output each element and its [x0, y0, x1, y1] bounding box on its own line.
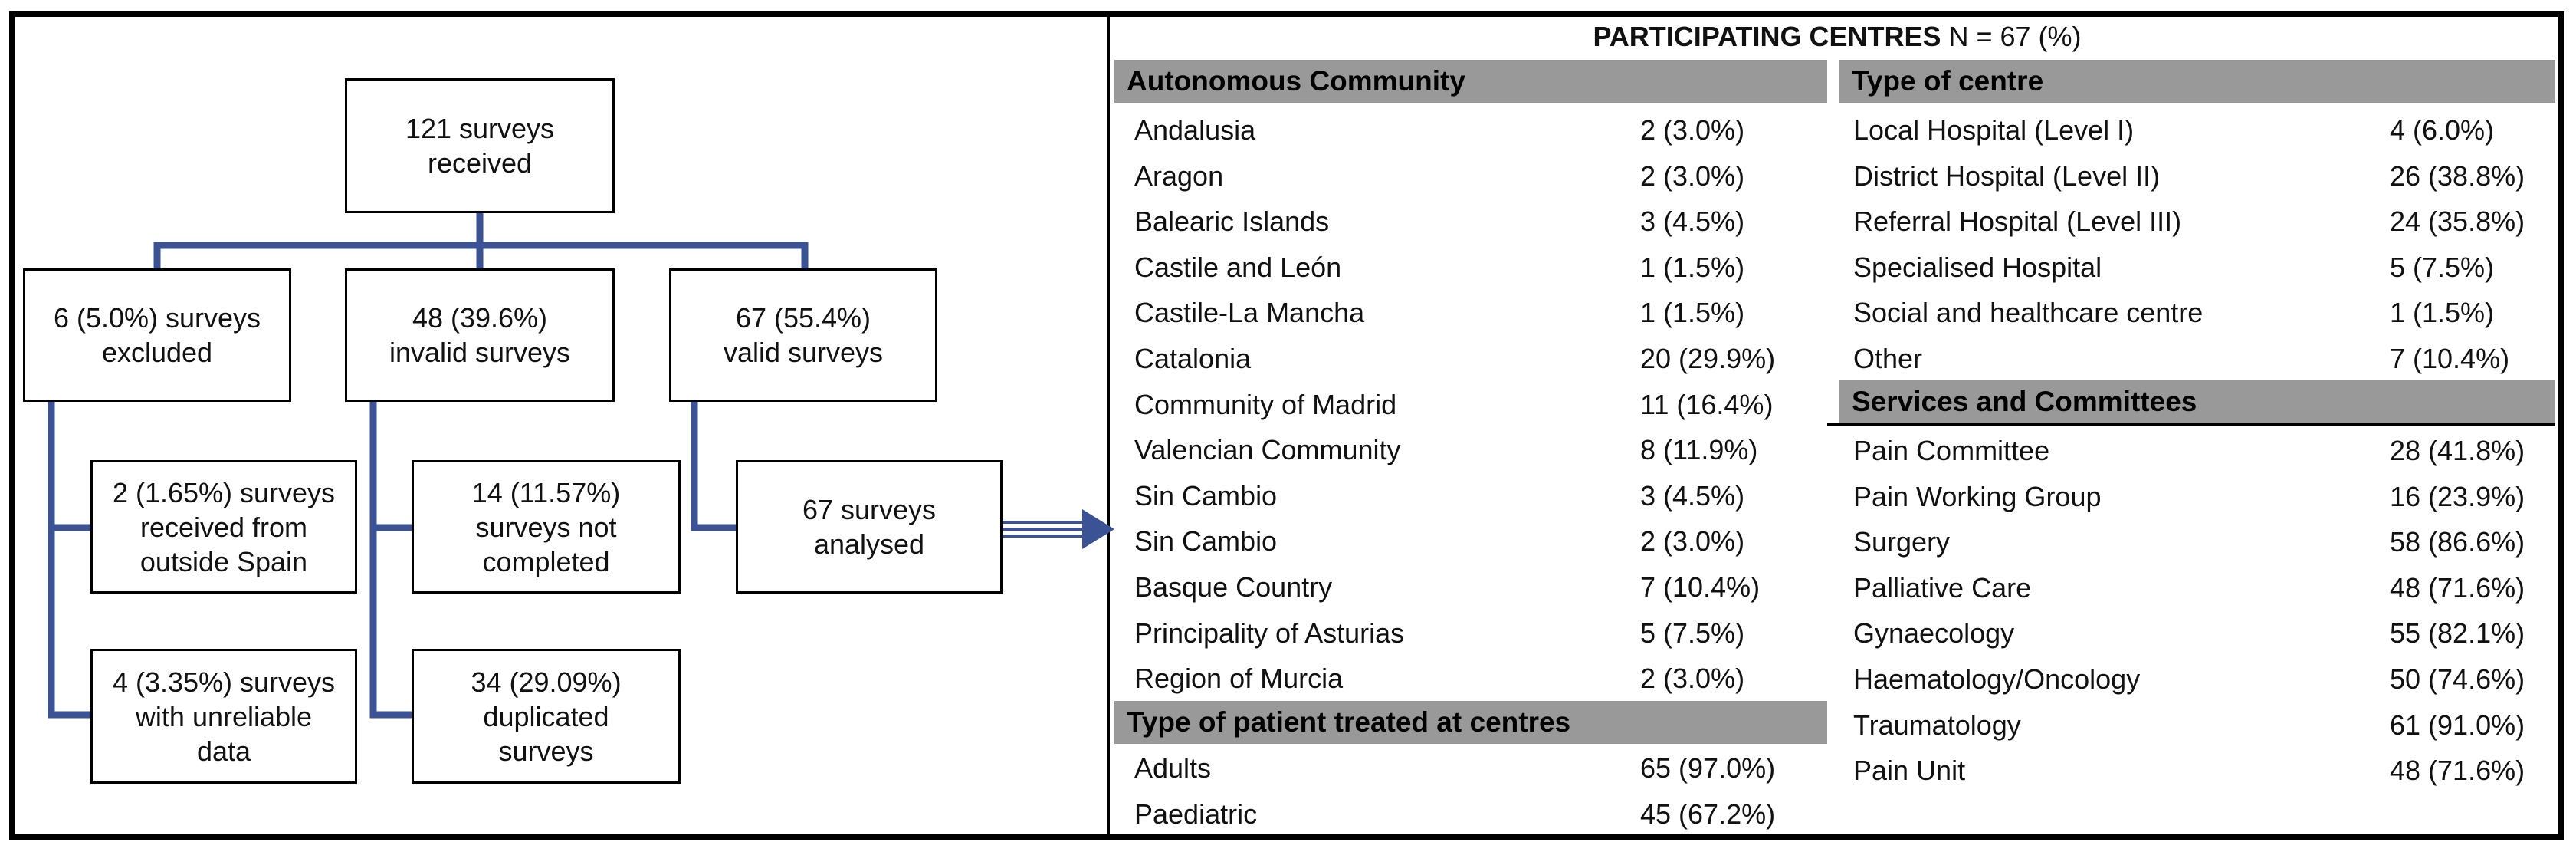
box-invalid-surveys: 48 (39.6%) invalid surveys — [345, 268, 615, 402]
row-value: 50 (74.6%) — [2390, 663, 2525, 695]
row-value: 2 (3.0%) — [1640, 160, 1745, 192]
row-label: Gynaecology — [1853, 617, 2015, 650]
box-not-completed: 14 (11.57%) surveys not completed — [412, 460, 681, 594]
table-title — [1113, 20, 2561, 54]
table-row — [1134, 518, 1824, 564]
table-row — [1853, 656, 2558, 702]
table-row — [1134, 427, 1824, 472]
row-label: Balearic Islands — [1134, 206, 1330, 238]
row-label: Haematology/Oncology — [1853, 663, 2141, 695]
table-row — [1134, 564, 1824, 610]
arrow-head — [1082, 509, 1114, 549]
box-unreliable-data: 4 (3.35%) surveys with unreliable data — [90, 649, 357, 784]
table-row — [1134, 290, 1824, 335]
row-value: 55 (82.1%) — [2390, 617, 2525, 650]
box-surveys-analysed: 67 surveys analysed — [736, 460, 1003, 594]
row-label: Specialised Hospital — [1853, 251, 2102, 283]
row-value: 61 (91.0%) — [2390, 709, 2525, 741]
row-label: Referral Hospital (Level III) — [1853, 206, 2182, 238]
row-label: Sin Cambio — [1134, 525, 1278, 558]
table-row — [1853, 748, 2558, 793]
row-value: 16 (23.9%) — [2390, 480, 2525, 512]
box-valid-surveys: 67 (55.4%) valid surveys — [669, 268, 937, 402]
row-value: 2 (3.0%) — [1640, 114, 1745, 146]
section-patient-type: Type of patient treated at centres — [1114, 701, 1827, 744]
table-row — [1853, 474, 2558, 519]
row-value: 7 (10.4%) — [1640, 571, 1761, 603]
row-value: 11 (16.4%) — [1640, 388, 1774, 420]
connector-valid-branch — [694, 402, 736, 528]
table-row — [1853, 702, 2558, 748]
table-row — [1134, 745, 1824, 791]
row-label: Pain Unit — [1853, 755, 1966, 787]
row-label: Other — [1853, 343, 1923, 374]
box-outside-spain: 2 (1.65%) surveys received from outside Spain — [90, 460, 357, 594]
row-label: Castile-La Mancha — [1134, 297, 1365, 329]
section-services-committees: Services and Committees — [1839, 380, 2555, 423]
row-value: 24 (35.8%) — [2390, 206, 2525, 238]
row-label: Sin Cambio — [1134, 479, 1278, 512]
table-row — [1853, 107, 2558, 153]
table-row — [1853, 610, 2558, 656]
box-duplicated: 34 (29.09%) duplicated surveys — [412, 649, 681, 784]
row-value: 4 (6.0%) — [2390, 114, 2495, 146]
table-row — [1853, 199, 2558, 244]
row-value: 1 (1.5%) — [2390, 297, 2495, 329]
row-label: Pain Committee — [1853, 435, 2050, 466]
table-row — [1853, 565, 2558, 610]
row-label: Community of Madrid — [1134, 388, 1397, 420]
row-value: 1 (1.5%) — [1640, 297, 1745, 329]
row-value: 3 (4.5%) — [1640, 479, 1745, 512]
row-value: 3 (4.5%) — [1640, 206, 1745, 238]
row-label: Adults — [1134, 752, 1212, 784]
box-surveys-excluded: 6 (5.0%) surveys excluded — [23, 268, 291, 402]
table-row — [1134, 656, 1824, 701]
row-value: 20 (29.9%) — [1640, 343, 1776, 374]
table-row — [1853, 519, 2558, 564]
table-row — [1853, 290, 2558, 335]
section-autonomous-community: Autonomous Community — [1114, 60, 1827, 103]
row-label: Social and healthcare centre — [1853, 297, 2204, 329]
connector-excluded-branch — [51, 402, 90, 715]
table-row — [1853, 336, 2558, 381]
table-row — [1134, 336, 1824, 381]
row-label: Andalusia — [1134, 114, 1256, 146]
table-title-bold: PARTICIPATING CENTRES — [1593, 21, 1941, 52]
table-row — [1134, 245, 1824, 290]
row-value: 45 (67.2%) — [1640, 798, 1776, 830]
table-row — [1134, 610, 1824, 656]
row-label: District Hospital (Level II) — [1853, 160, 2161, 192]
row-label: Castile and León — [1134, 251, 1342, 283]
table-title-count: N = 67 (%) — [1941, 21, 2082, 52]
table-row — [1853, 153, 2558, 199]
row-label: Paediatric — [1134, 798, 1258, 830]
row-label: Traumatology — [1853, 709, 2021, 741]
row-value: 1 (1.5%) — [1640, 251, 1745, 283]
table-row — [1853, 428, 2558, 473]
row-label: Palliative Care — [1853, 571, 2032, 604]
row-label: Basque Country — [1134, 571, 1333, 603]
row-label: Aragon — [1134, 160, 1224, 192]
section-centre-type: Type of centre — [1839, 60, 2555, 103]
row-label: Local Hospital (Level I) — [1853, 114, 2135, 146]
table-row — [1134, 473, 1824, 518]
row-value: 5 (7.5%) — [2390, 251, 2495, 283]
row-value: 5 (7.5%) — [1640, 617, 1745, 649]
row-value: 28 (41.8%) — [2390, 435, 2525, 466]
row-label: Catalonia — [1134, 343, 1252, 374]
table-row — [1134, 382, 1824, 427]
row-value: 58 (86.6%) — [2390, 526, 2525, 558]
row-label: Pain Working Group — [1853, 480, 2102, 512]
row-value: 48 (71.6%) — [2390, 755, 2525, 787]
table-row — [1134, 791, 1824, 837]
table-row — [1134, 199, 1824, 244]
row-value: 2 (3.0%) — [1640, 663, 1745, 695]
row-value: 7 (10.4%) — [2390, 343, 2510, 374]
row-label: Region of Murcia — [1134, 663, 1344, 695]
row-label: Principality of Asturias — [1134, 617, 1405, 649]
table-row — [1134, 107, 1824, 153]
row-label: Surgery — [1853, 526, 1951, 558]
row-value: 48 (71.6%) — [2390, 571, 2525, 604]
row-label: Valencian Community — [1134, 434, 1401, 466]
connector-invalid-branch — [373, 402, 412, 715]
box-surveys-received: 121 surveys received — [345, 78, 615, 213]
row-value: 65 (97.0%) — [1640, 752, 1776, 784]
table-row — [1134, 153, 1824, 199]
row-value: 8 (11.9%) — [1640, 434, 1758, 466]
table-row — [1853, 245, 2558, 290]
services-rule — [1827, 423, 2555, 426]
row-value: 26 (38.8%) — [2390, 160, 2525, 192]
row-value: 2 (3.0%) — [1640, 525, 1745, 558]
